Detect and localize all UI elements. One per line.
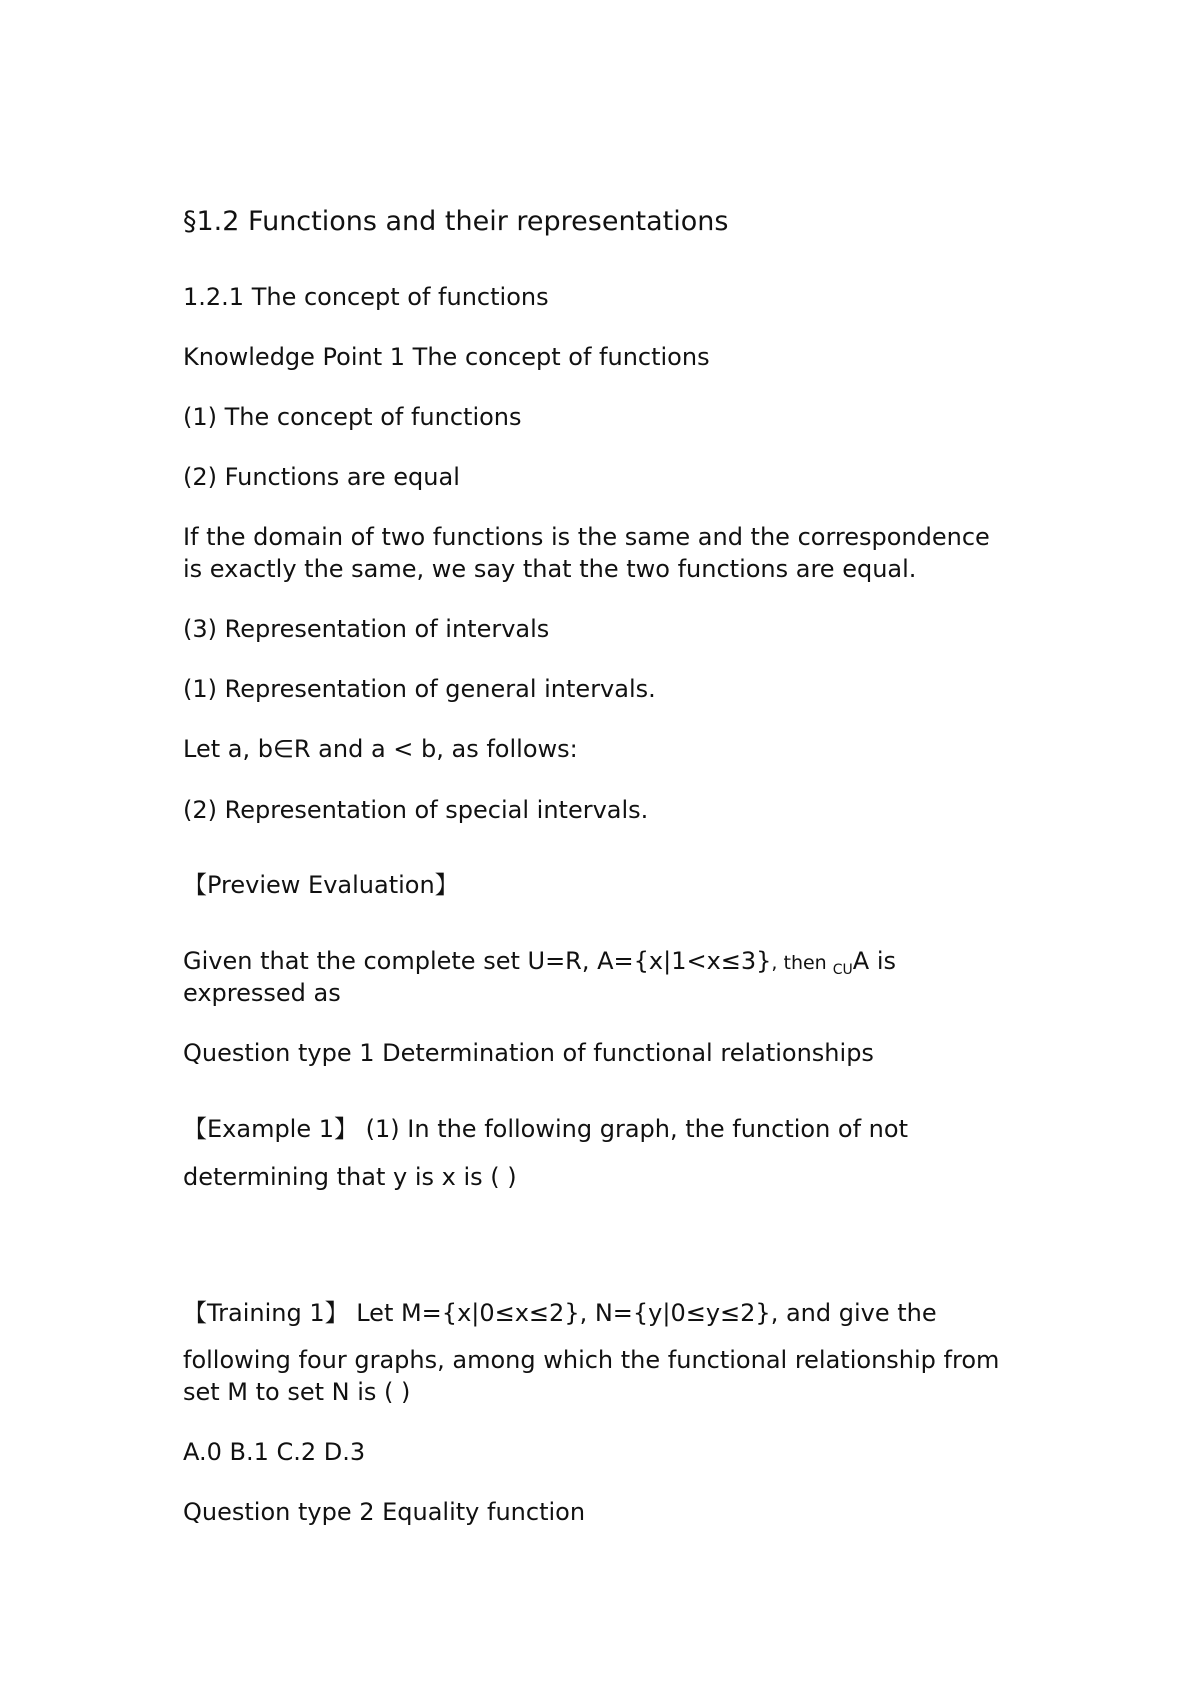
preview-evaluation-heading: 【Preview Evaluation】	[183, 871, 459, 899]
equal-definition-line-2: is exactly the same, we say that the two functions are equal.	[183, 555, 917, 583]
let-ab-statement: Let a, b∈R and a < b, as follows:	[183, 735, 578, 763]
question-type-1-heading: Question type 1 Determination of functional relationships	[183, 1039, 874, 1067]
example-1-line-1: 【Example 1】 (1) In the following graph, the function of not	[183, 1115, 908, 1143]
given-tail: A is	[852, 947, 897, 975]
training-1-line-3: set M to set N is ( )	[183, 1378, 411, 1406]
knowledge-point-heading: Knowledge Point 1 The concept of functions	[183, 343, 710, 371]
given-statement-line-1	[183, 945, 896, 981]
equal-definition-line-1: If the domain of two functions is the same and the correspondence	[183, 523, 990, 551]
complement-subscript: CU	[832, 962, 853, 978]
given-then: , then	[771, 952, 833, 974]
given-text: Given that the complete set U=R, A={x|1<x≤3}	[183, 947, 772, 975]
training-1-line-1: 【Training 1】 Let M={x|0≤x≤2}, N={y|0≤y≤2}, and give the	[183, 1299, 937, 1327]
section-heading: 1.2.1 The concept of functions	[183, 283, 549, 311]
sub-general-intervals: (1) Representation of general intervals.	[183, 675, 656, 703]
item-equal: (2) Functions are equal	[183, 463, 460, 491]
item-intervals: (3) Representation of intervals	[183, 615, 550, 643]
example-1-line-2: determining that y is x is ( )	[183, 1163, 517, 1191]
question-type-2-heading: Question type 2 Equality function	[183, 1498, 586, 1526]
training-1-line-2: following four graphs, among which the functional relationship from	[183, 1346, 1000, 1374]
item-concept: (1) The concept of functions	[183, 403, 522, 431]
answer-options: A.0 B.1 C.2 D.3	[183, 1438, 366, 1466]
document-title: §1.2 Functions and their representations	[183, 206, 729, 237]
given-statement-line-2: expressed as	[183, 979, 341, 1007]
sub-special-intervals: (2) Representation of special intervals.	[183, 796, 649, 824]
